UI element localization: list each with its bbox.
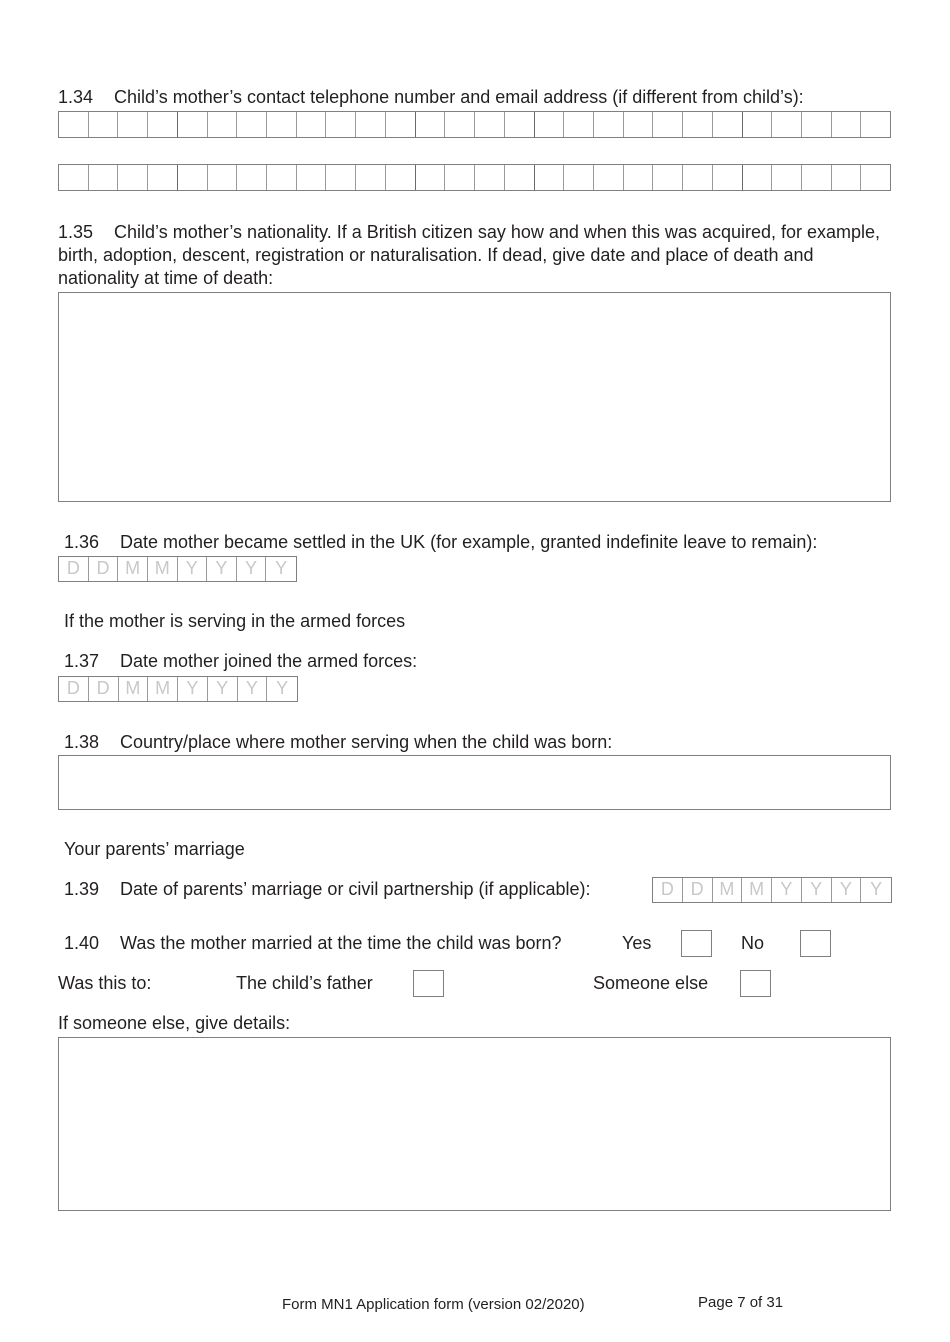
character-cell[interactable] [743,165,773,190]
question-1-38 [64,731,612,754]
childs-father-label: The child’s father [236,973,373,993]
date-cell[interactable]: Y [802,878,832,902]
character-cell[interactable] [416,165,446,190]
date-cell[interactable]: Y [276,678,289,698]
character-cell[interactable] [505,112,535,137]
date-cell[interactable]: D [59,677,89,701]
character-cell[interactable] [59,165,89,190]
yes-label: Yes [622,933,652,953]
character-cell[interactable] [594,165,624,190]
someone-else-label: Someone else [593,973,709,993]
character-cell[interactable] [356,165,386,190]
date-cell[interactable]: M [119,677,149,701]
character-cell[interactable] [297,165,327,190]
question-text: Country/place where mother serving when the child was born: [120,732,613,752]
character-cell[interactable] [208,112,238,137]
character-cell[interactable] [624,112,654,137]
character-cell[interactable] [237,112,267,137]
character-cell[interactable] [89,112,119,137]
page-number: Page 7 of 31 [698,1294,784,1311]
character-cell[interactable] [802,165,832,190]
question-number: 1.37 [64,651,100,671]
armed-forces-date-field[interactable] [58,676,298,702]
character-cell[interactable] [861,112,890,137]
date-cell[interactable]: Y [870,879,883,899]
email-field[interactable] [58,164,891,191]
character-cell[interactable] [624,165,654,190]
someone-else-details-textarea[interactable] [58,1037,891,1211]
character-cell[interactable] [713,112,743,137]
character-cell[interactable] [594,112,624,137]
question-number: 1.36 [64,532,100,552]
date-cell[interactable]: Y [772,878,802,902]
character-cell[interactable] [445,112,475,137]
marriage-heading: Your parents’ marriage [64,839,245,859]
question-text: Date mother became settled in the UK (for example, granted indefinite leave to remain): [120,532,818,552]
date-cell[interactable]: D [653,878,683,902]
character-cell[interactable] [445,165,475,190]
nationality-textarea[interactable] [58,292,891,502]
character-cell[interactable] [178,112,208,137]
character-cell[interactable] [178,165,208,190]
character-cell[interactable] [208,165,238,190]
no-label: No [741,933,765,953]
character-cell[interactable] [772,165,802,190]
character-cell[interactable] [416,112,446,137]
date-cell[interactable]: M [148,557,178,581]
date-cell[interactable]: Y [832,878,862,902]
character-cell[interactable] [326,165,356,190]
question-1-35 [58,221,888,290]
character-cell[interactable] [772,112,802,137]
date-cell[interactable]: Y [238,677,268,701]
character-cell[interactable] [475,112,505,137]
date-cell[interactable]: D [89,557,119,581]
character-cell[interactable] [564,165,594,190]
question-1-37 [64,650,417,673]
character-cell[interactable] [356,112,386,137]
question-text: Was the mother married at the time the child was born? [120,933,562,953]
character-cell[interactable] [861,165,890,190]
phone-field[interactable] [58,111,891,138]
question-number: 1.34 [58,87,94,107]
serving-country-field[interactable] [58,755,891,810]
someone-else-details-label: If someone else, give details: [58,1013,291,1033]
question-text: Date of parents’ marriage or civil partnership (if applicable): [120,879,591,899]
character-cell[interactable] [743,112,773,137]
character-cell[interactable] [475,165,505,190]
date-cell[interactable]: D [59,557,89,581]
date-cell[interactable]: D [683,878,713,902]
childs-father-checkbox[interactable] [413,970,444,997]
character-cell[interactable] [683,112,713,137]
date-cell[interactable]: Y [237,557,267,581]
question-text: Date mother joined the armed forces: [120,651,418,671]
character-cell[interactable] [386,112,416,137]
character-cell[interactable] [683,165,713,190]
no-checkbox[interactable] [800,930,831,957]
question-number: 1.38 [64,732,100,752]
character-cell[interactable] [148,112,178,137]
character-cell[interactable] [653,112,683,137]
question-text: Child’s mother’s nationality. If a British citizen say how and when this was acquired, for example, birth, adoption, descent, registration or naturalisation. If dead, give date and place of death and nationality at time of death: [58,222,881,288]
date-cell[interactable]: D [89,677,119,701]
character-cell[interactable] [267,112,297,137]
character-cell[interactable] [148,165,178,190]
question-number: 1.40 [64,933,100,953]
date-cell[interactable]: M [713,878,743,902]
someone-else-checkbox[interactable] [740,970,771,997]
form-title-footer: Form MN1 Application form (version 02/2020) [282,1296,585,1313]
character-cell[interactable] [505,165,535,190]
character-cell[interactable] [237,165,267,190]
settled-date-field[interactable] [58,556,297,582]
was-this-to-label: Was this to: [58,973,152,993]
character-cell[interactable] [118,112,148,137]
character-cell[interactable] [326,112,356,137]
character-cell[interactable] [653,165,683,190]
date-cell[interactable]: M [742,878,772,902]
date-cell[interactable]: M [118,557,148,581]
character-cell[interactable] [802,112,832,137]
question-number: 1.35 [58,222,94,242]
character-cell[interactable] [713,165,743,190]
character-cell[interactable] [118,165,148,190]
armed-forces-heading: If the mother is serving in the armed forces [64,611,406,631]
character-cell[interactable] [832,112,862,137]
date-cell[interactable]: Y [208,677,238,701]
question-1-40 [64,932,562,955]
character-cell[interactable] [832,165,862,190]
character-cell[interactable] [267,165,297,190]
yes-checkbox[interactable] [681,930,712,957]
question-1-39 [64,878,591,901]
question-number: 1.39 [64,879,100,899]
date-cell[interactable]: Y [178,557,208,581]
character-cell[interactable] [564,112,594,137]
character-cell[interactable] [386,165,416,190]
character-cell[interactable] [297,112,327,137]
date-cell[interactable]: Y [207,557,237,581]
character-cell[interactable] [89,165,119,190]
character-cell[interactable] [59,112,89,137]
question-1-36 [64,531,817,554]
character-cell[interactable] [535,112,565,137]
marriage-date-field[interactable] [652,877,892,903]
date-cell[interactable]: Y [178,677,208,701]
date-cell[interactable]: M [148,677,178,701]
question-text: Child’s mother’s contact telephone number and email address (if different from child’s): [114,87,804,107]
date-cell[interactable]: Y [275,558,288,578]
character-cell[interactable] [535,165,565,190]
question-1-34 [58,86,804,109]
